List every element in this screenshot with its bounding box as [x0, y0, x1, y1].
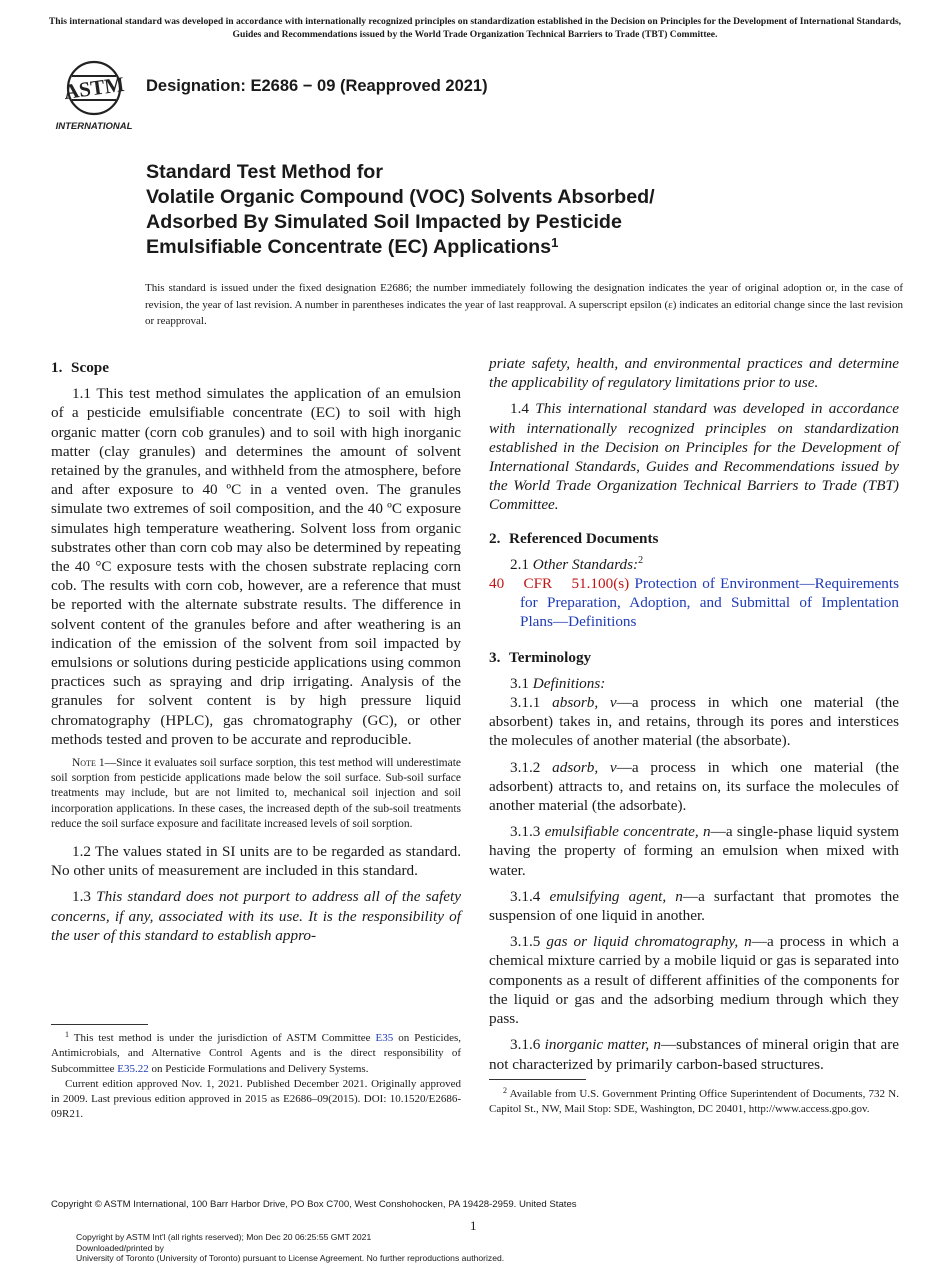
reference-40cfr[interactable] [489, 574, 900, 632]
title-line-2: Volatile Organic Compound (VOC) Solvents Absorbed/ [146, 186, 655, 208]
logo-text: ASTM [62, 71, 126, 105]
paragraph-1-4: 1.4 This international standard was developed in accordance with internationally recognized principles on standardization established in the Decision on Principles for the Development of International Standards, Guides and Recommendations issued by the World Trade Organization Technical Barriers to Trade (TBT) Committee. [489, 400, 900, 514]
section-2-heading: 2. Referenced Documents [489, 529, 659, 547]
footnote-2: $^2$ Available from U.S. Government Printing Office Superintendent of Documents, 732 N. Capitol St., NW, Mail Stop: SDE, Washington, DC 20401, http://www.access.gpo.gov. [489, 1086, 899, 1116]
paragraph-1-3-start: 1.3 This standard does not purport to address all of the safety concerns, if any, associated with its use. It is the responsibility of the user of this standard to establish appro- [51, 888, 462, 944]
footnotes-left [51, 1031, 461, 1123]
top-notice: This international standard was developed in accordance with internationally recognized principles on standardization established in the Decision on Principles for the Development of International Standards, Guides and Recommendations issued by the World Trade Organization Technical Barriers to Trade (TBT) Committee. [48, 16, 902, 40]
definition-term: emulsifiable concentrate, n [544, 823, 711, 841]
license-line-2: Downloaded/printed by [76, 1242, 164, 1253]
definition-3: 3.1.3 emulsifiable concentrate, n—a single-phase liquid system having the property of forming an emulsion when mixed with water. [489, 823, 900, 879]
title-line-3: Adsorbed By Simulated Soil Impacted by Pesticide [146, 211, 622, 233]
reference-code[interactable]: 40 CFR 51.100(s) [489, 575, 630, 593]
right-column [489, 354, 899, 1081]
definition-6: 3.1.6 inorganic matter, n—substances of mineral origin that are not characterized by primarily carbon-based structures. [489, 1036, 899, 1073]
footnote-rule-left [51, 1024, 148, 1025]
issuance-statement: This standard is issued under the fixed designation E2686; the number immediately following the designation indicates the year of original adoption or, in the case of revision, the year of last revision. A number in parentheses indicates the year of last reapproval. A superscript epsilon (ε) indicates an editorial change since the last revision or reapproval. [145, 282, 903, 327]
footnotes-right [489, 1087, 899, 1118]
note-1: Note 1—Since it evaluates soil surface sorption, this test method will underestimate soil sorption from pesticide applications made below the soil surface. Sub-soil surface treatments may include, but are not limited to, mechanical soil injection and soil incorporation applications. In these cases, the increased depth of the sub-soil treatments reduce the soil surface exposure and facilitate increased levels of soil sorption. [51, 757, 462, 830]
definitions-list [489, 693, 899, 1074]
link-e35[interactable]: E35 [375, 1032, 394, 1044]
copyright-line: Copyright © ASTM International, 100 Barr Harbor Drive, PO Box C700, West Conshohocken, PA 19428-2959. United States [51, 1199, 577, 1210]
logo-subtext: INTERNATIONAL [55, 121, 133, 132]
definition-2: 3.1.2 adsorb, v—a process in which one material (the adsorbent) attracts to, and retains on, its surface the molecules of another material (the adsorbate). [489, 758, 900, 815]
footnote-1: $^1$ This test method is under the jurisdiction of ASTM Committee E35 on Pesticides, Antimicrobials, and Alternative Control Agents and is the direct responsibility of Subcommittee E35.22 on Pesticide Formulations and Delivery Systems. [51, 1030, 461, 1075]
license-notice [76, 1232, 504, 1264]
reference-title[interactable]: Protection of Environment—Requirements for Preparation, Adoption, and Submittal of Implentation Plans—Definitions [520, 575, 900, 631]
paragraph-1-3-end: priate safety, health, and environmental practices and determine the applicability of regulatory limitations prior to use. [489, 355, 899, 392]
paragraph-2-1: 2.1 Other Standards:$^2$ [510, 554, 644, 573]
license-line-3: University of Toronto (University of Toronto) pursuant to License Agreement. No further reproductions authorized. [76, 1253, 505, 1264]
astm-logo [52, 58, 136, 132]
definition-term: emulsifying agent, n [549, 887, 683, 905]
title-footnote-mark: 1 [551, 235, 559, 250]
title-line-1: Standard Test Method for [146, 161, 383, 183]
page-number: 1 [470, 1218, 477, 1233]
paragraph-1-2: 1.2 The values stated in SI units are to be regarded as standard. No other units of measurement are included in this standard. [51, 843, 461, 880]
designation: Designation: E2686 − 09 (Reapproved 2021) [146, 77, 488, 95]
note-1-label: Note 1 [72, 757, 105, 770]
left-column [51, 358, 461, 945]
license-line-1: Copyright by ASTM Int'l (all rights reserved); Mon Dec 20 06:25:55 GMT 2021 [76, 1232, 372, 1242]
definition-1: 3.1.1 absorb, v—a process in which one material (the absorbent) takes in, and retains, through its pores and interstices the molecules of another material (the absorbate). [489, 694, 900, 750]
definition-term: inorganic matter, n [544, 1036, 661, 1054]
definition-4: 3.1.4 emulsifying agent, n—a surfactant that promotes the suspension of one liquid in another. [489, 887, 900, 925]
paragraph-3-1: 3.1 Definitions: [510, 674, 606, 692]
title-line-4: Emulsifiable Concentrate (EC) Applications [146, 236, 552, 258]
link-e35-22[interactable]: E35.22 [117, 1062, 149, 1075]
footnote-rule-right [489, 1079, 586, 1080]
paragraph-1-1: 1.1 This test method simulates the application of an emulsion of a pesticide emulsifiable concentrate (EC) to soil with high organic matter (corn cob granules) and to soil with high inorganic matter (clay granules) and determines the amount of solvent retained by the granules, and withheld from the atmosphere, before and after exposure to 40 ºC in a vented oven. The granules simulate two extremes of soil composition, and the 40 ºC exposure simulates high temperature weathering. Solvent loss from organic substrates other than corn cob may also be determined by repeating the 40 °C exposure tests with the chosen substrate replacing corn cob. The results with corn cob, however, are a reference that must be reported with the alternate substrate results. The difference in solvent content of the granules before and after weathering is an indication of the emission of the solvent from soil impacted by emulsions or solutions during pesticide applications using common practices such as spraying and drip irrigating. Analysis of the granules for solvent content is by high pressure liquid chromatography (HPLC), gas chromatography (GC), or other methods tested and proven to be accurate and reproducible. [51, 385, 461, 748]
document-title [146, 160, 906, 260]
footnote-edition: Current edition approved Nov. 1, 2021. Published December 2021. Originally approved in 2009. Last previous edition approved in 2015 as E2686–09(2015). DOI: 10.1520/E2686-09R21. [51, 1077, 461, 1121]
definition-5: 3.1.5 gas or liquid chromatography, n—a process in which a chemical mixture carried by a mobile liquid or gas is separated into components as a result of different affinities of the components for the liquid or gas and the adsorbing medium through which they pass. [489, 933, 899, 1028]
section-3-heading: 3. Terminology [489, 648, 592, 666]
definition-term: adsorb, v [552, 758, 617, 776]
definition-term: gas or liquid chromatography, n [546, 933, 752, 951]
definition-term: absorb, v [552, 694, 617, 712]
section-1-heading: 1. Scope [51, 359, 109, 376]
